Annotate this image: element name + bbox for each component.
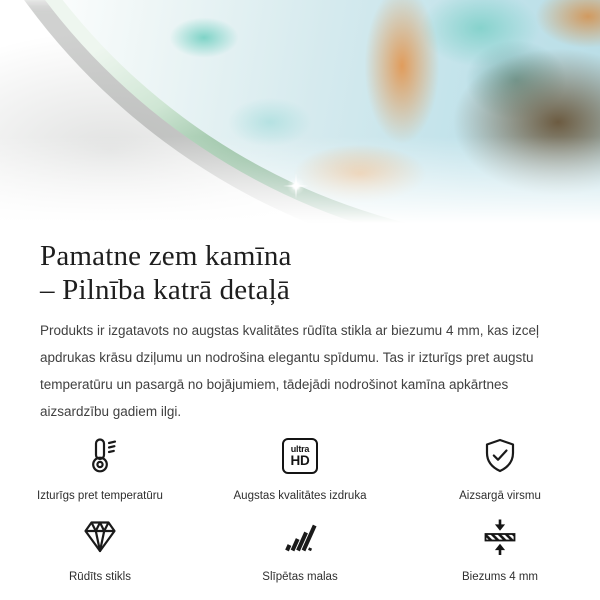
thickness-icon	[480, 516, 520, 558]
feature-thickness	[400, 516, 600, 584]
page-title-line1: Pamatne zem kamīna	[40, 240, 292, 272]
diamond-icon	[80, 516, 120, 558]
feature-label: Augstas kvalitātes izdruka	[233, 490, 367, 502]
hero-white-fade	[0, 0, 600, 235]
sparkle-highlight-icon	[283, 173, 309, 199]
feature-tempered-glass	[0, 516, 200, 584]
product-description: Produkts ir izgatavots no augstas kvalitātes rūdīta stikla ar biezumu 4 mm, kas izceļ apdrukas krāsu dziļumu un nodrošina elegantu spīdumu. Tas ir izturīgs pret augstu temperatūru un pasargā no bojājumiem, tādejādi nodrošinot kamīna apkārtnes aizsardzību gadiem ilgi.	[40, 323, 539, 419]
ultra-hd-icon: ultra HD	[282, 435, 318, 477]
page-title-line2: – Pilnība katrā detaļā	[40, 274, 291, 306]
feature-label: Biezums 4 mm	[461, 571, 539, 583]
feature-label: Slīpētas malas	[262, 571, 338, 583]
feature-polished-edges	[200, 516, 400, 584]
hero-product-image	[0, 0, 600, 235]
shield-check-icon	[480, 435, 520, 477]
feature-label: Izturīgs pret temperatūru	[37, 490, 163, 502]
feature-label: Aizsargā virsmu	[459, 490, 541, 502]
feature-label: Rūdīts stikls	[69, 571, 131, 583]
feature-surface-protection	[400, 435, 600, 503]
feature-grid	[0, 435, 600, 584]
feature-print-quality	[200, 435, 400, 503]
beveled-edges-icon	[280, 516, 320, 558]
page-title	[40, 239, 560, 307]
thermometer-icon	[80, 435, 120, 477]
feature-temperature	[0, 435, 200, 503]
